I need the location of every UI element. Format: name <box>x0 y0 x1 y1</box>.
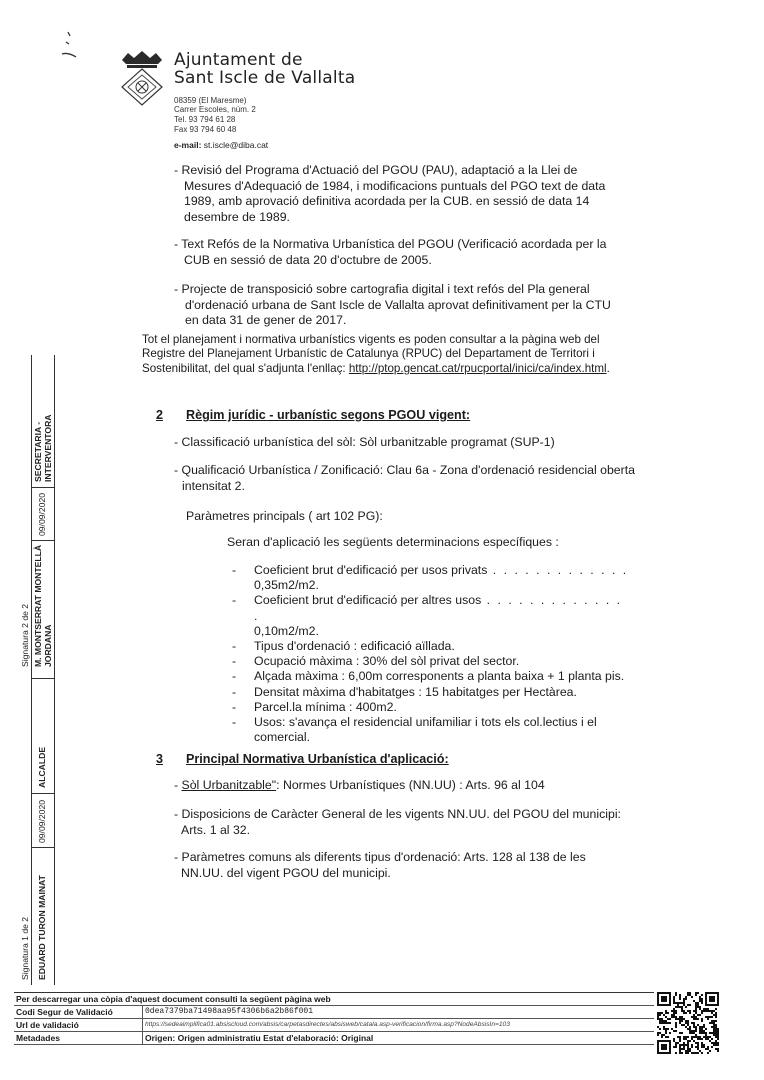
param-value: 0,35m2/m2. <box>254 578 319 593</box>
bullet-transposicio-line1: - Projecte de transposició sobre cartografia digital i text refós del Pla general <box>174 282 590 296</box>
section2-qualification-line1: - Qualificació Urbanística / Zonificació: Clau 6a - Zona d'ordenació residencial oberta <box>174 463 635 477</box>
signature2-role-line1: SECRETARIA - <box>33 421 43 482</box>
sig-divider <box>31 540 54 541</box>
param-dash: - <box>232 639 237 654</box>
planning-note-line3-end: . <box>606 361 610 375</box>
email-label: e-mail: <box>174 140 202 150</box>
param-dash: - <box>232 654 237 669</box>
bullet-transposicio-line2: d'ordenació urbana de Sant Iscle de Vallalta aprovat definitivament per la CTU <box>185 297 611 312</box>
param-leader-dots: . . . . . . . . . . . . . <box>487 563 629 577</box>
section2-qualification-line2: intensitat 2. <box>182 478 245 493</box>
signature2-role-line2: INTERVENTORA <box>43 414 53 482</box>
param-dash: - <box>232 563 237 577</box>
bullet-pau <box>174 163 634 225</box>
footer-download-row <box>14 992 654 1006</box>
params-intro: Seran d'aplicació les següents determinacions específiques : <box>227 535 559 549</box>
param-dash: - <box>232 593 237 608</box>
meta-value: Origen: Origen administratiu Estat d'elaboració: Original <box>145 1033 374 1043</box>
section3-item2-line2: Arts. 1 al 32. <box>181 822 251 837</box>
address-street: Carrer Escoles, núm. 2 <box>174 105 256 114</box>
sig-divider <box>31 847 54 848</box>
address-phone: Tel. 93 794 61 28 <box>174 115 236 124</box>
section2-number: 2 <box>156 408 164 422</box>
bullet-text-refos <box>174 237 634 268</box>
signature2-date: 09/09/2020 <box>37 492 47 536</box>
param-text: Densitat màxima d'habitatges : 15 habitatges per Hectàrea. <box>254 684 577 699</box>
planning-note-line3-text: Sostenibilitat, del qual s'adjunta l'enllaç: <box>142 361 349 375</box>
municipality-name-line2: Sant Iscle de Vallalta <box>174 68 356 88</box>
section3-item3-line1: - Paràmetres comuns als diferents tipus d'ordenació: Arts. 128 al 138 de les <box>174 850 586 864</box>
bullet-pau-line4: desembre de 1989. <box>184 209 290 224</box>
bullet-pau-line3: 1989, amb aprovació definitiva acordada per la CUB. en sessió de data 14 <box>184 194 590 209</box>
param-value: 0,10m2/m2. <box>254 623 319 638</box>
param-leader-dots: . . . . . . . . . . . . . . <box>254 593 623 623</box>
footer-cell-divider <box>142 1032 143 1044</box>
param-text: Coeficient brut d'edificació per usos privats <box>254 563 488 577</box>
footer-csv-row <box>14 1005 654 1019</box>
bullet-text-refos-line1: - Text Refós de la Normativa Urbanística del PGOU (Verificació acordada per la <box>174 237 607 251</box>
bullet-transposicio-line3: en data 31 de gener de 2017. <box>185 313 347 328</box>
signature1-label: Signatura 1 de 2 <box>20 916 30 980</box>
param-text: Parcel.la mínima : 400m2. <box>254 699 397 714</box>
rpuc-link[interactable]: http://ptop.gencat.cat/rpucportal/inici/ca/index.html <box>348 361 607 375</box>
param-item <box>232 715 632 745</box>
param-text: Alçada màxima : 6,00m corresponents a planta baixa + 1 planta pis. <box>254 669 625 684</box>
url-label: Url de validació <box>16 1020 79 1030</box>
param-dash: - <box>232 684 237 699</box>
param-item <box>232 685 632 700</box>
signature1-date: 09/09/2020 <box>37 799 47 843</box>
param-item <box>232 669 632 684</box>
param-dash: - <box>232 715 237 730</box>
param-text: Tipus d'ordenació : edificació aïllada. <box>254 639 455 654</box>
section2-qualification <box>174 463 644 494</box>
section3-item2-line1: - Disposicions de Caràcter General de les vigents NN.UU. del PGOU del municipi: <box>174 807 621 821</box>
sig-divider <box>31 487 54 488</box>
params-list <box>232 563 632 745</box>
param-dash: - <box>232 669 237 684</box>
section3-number: 3 <box>156 752 164 766</box>
section3-item3 <box>174 850 644 881</box>
bullet-pau-line1: - Revisió del Programa d'Actuació del PGOU (PAU), adaptació a la Llei de <box>174 163 578 177</box>
section3-item1-dash: - <box>174 778 182 792</box>
download-note: Per descarregar una còpia d'aquest document consulti la següent pàgina web <box>16 994 331 1004</box>
planning-note-line2: Registre del Planejament Urbanístic de Catalunya (RPUC) del Departament de Territori i <box>142 347 595 361</box>
param-item <box>232 563 632 593</box>
param-item <box>232 654 632 669</box>
email-value: st.iscle@diba.cat <box>203 140 269 150</box>
param-item <box>232 593 632 639</box>
validation-url-link[interactable]: https://sedeaimplifica01.absiscloud.com/absis/carpetasdirectes/absisweb/catala.asp-verificacion/firma.asp?NodeAbsisIn=103 <box>145 1021 510 1028</box>
planning-note <box>142 333 642 376</box>
footer-url-row <box>14 1018 654 1032</box>
csv-value: 0dea7379ba71498aa95f4306b6a2b86f001 <box>145 1007 314 1016</box>
param-text: Ocupació màxima : 30% del sòl privat del sector. <box>254 654 520 669</box>
csv-label: Codi Segur de Validació <box>16 1007 113 1017</box>
address-postal: 08359 (El Maresme) <box>174 96 247 105</box>
signature2-label: Signatura 2 de 2 <box>20 603 30 667</box>
param-item <box>232 700 632 715</box>
signature1-role: ALCALDE <box>37 746 47 788</box>
address-fax: Fax 93 794 60 48 <box>174 125 237 134</box>
footer-meta-row <box>14 1031 654 1045</box>
section3-title: Principal Normativa Urbanística d'aplicació: <box>186 752 449 766</box>
param-text: Usos: s'avança el residencial unifamiliar i tots els col.lectius i el <box>254 715 597 730</box>
sig-divider <box>31 793 54 794</box>
address-email <box>174 140 268 150</box>
signature2-role <box>33 415 53 483</box>
municipality-name-line1: Ajuntament de <box>174 50 303 70</box>
bullet-pau-line2: Mesures d'Adequació de 1984, i modificacions puntuals del PGO text de data <box>184 178 606 193</box>
section3-item1 <box>174 778 644 794</box>
section3-item1-term: Sòl Urbanitzable" <box>181 778 277 792</box>
signature2-name <box>33 545 53 667</box>
scan-mark <box>60 30 80 62</box>
planning-note-line3 <box>142 362 642 376</box>
params-heading: Paràmetres principals ( art 102 PG): <box>186 509 383 523</box>
signature2-name-line1: M. MONTSERRAT MONTELLÀ <box>33 544 43 667</box>
qr-code-icon <box>657 992 719 1054</box>
section3-item3-line2: NN.UU. del vigent PGOU del municipi. <box>181 865 391 880</box>
section2-classification: - Classificació urbanística del sòl: Sòl urbanitzable programat (SUP-1) <box>174 435 555 449</box>
municipal-coat-of-arms-icon <box>118 48 166 106</box>
bullet-transposicio <box>174 282 634 329</box>
signature1-name: EDUARD TURON MAINAT <box>37 875 47 980</box>
section3-item2 <box>174 807 644 838</box>
signature2-name-line2: JORDANA <box>43 624 53 667</box>
sig-divider <box>31 678 54 679</box>
meta-label: Metadades <box>16 1033 60 1043</box>
param-dash: - <box>232 699 237 714</box>
planning-note-line1: Tot el planejament i normativa urbanístics vigents es poden consultar a la pàgina web del <box>142 333 600 346</box>
section2-title: Règim jurídic - urbanístic segons PGOU vigent: <box>186 408 471 422</box>
param-text: Coeficient brut d'edificació per altres usos <box>254 593 482 608</box>
section3-item1-rest: : Normes Urbanístiques (NN.UU) : Arts. 96 al 104 <box>276 778 545 792</box>
bullet-text-refos-line2: CUB en sessió de data 20 d'octubre de 2005. <box>184 252 432 267</box>
param-item <box>232 639 632 654</box>
param-value: comercial. <box>254 730 311 745</box>
